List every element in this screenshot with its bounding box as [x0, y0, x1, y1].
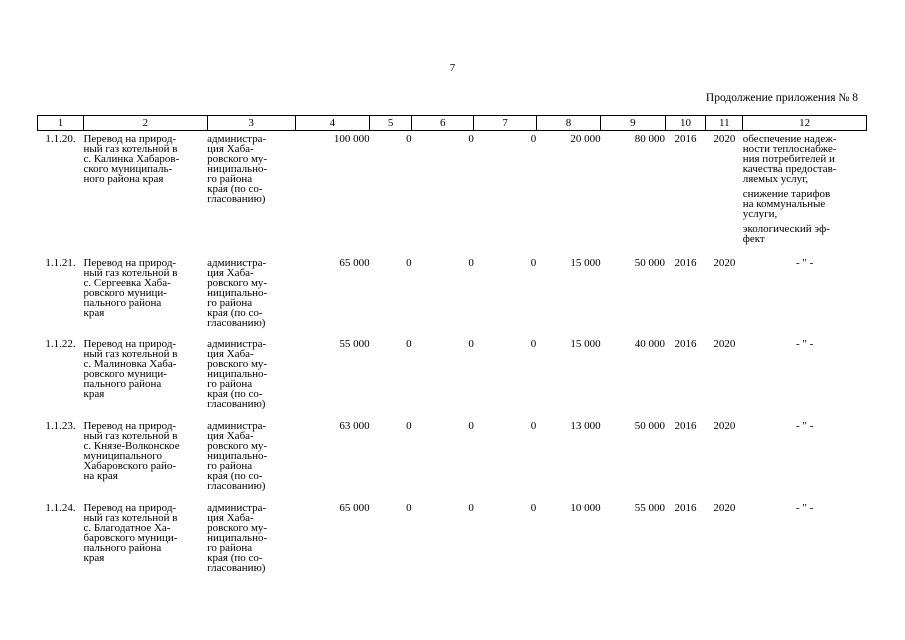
amount-col8: 20 000 — [570, 133, 601, 145]
responsible-org: администра- ция Хаба- ровского му- ниципально- го района края (по со- гласованию) — [207, 133, 268, 205]
amount-col6: 0 — [468, 419, 474, 432]
amount-col8: 15 000 — [570, 256, 601, 269]
end-year: 2020 — [713, 501, 736, 514]
column-header: 7 — [474, 116, 536, 131]
measure-name: Перевод на природ- ный газ котельной в с. Князе-Волконское муниципального Хабаровского райо- на края — [83, 419, 180, 482]
table-row — [38, 418, 867, 500]
amount-col9: 50 000 — [634, 419, 666, 432]
effect-item: экологический эф- фект — [742, 223, 830, 245]
row-number: 1.1.23. — [45, 419, 76, 432]
amount-col7: 0 — [530, 256, 537, 269]
column-header: 2 — [83, 116, 207, 131]
amount-col7: 0 — [530, 133, 537, 145]
amount-col9: 40 000 — [634, 337, 666, 350]
amount-col5: 0 — [406, 501, 412, 514]
amount-col8: 10 000 — [570, 501, 601, 514]
effect-item: обеспечение надеж- ности теплоснабже- ния потребителей и качества предостав- ляемых услуг, — [742, 133, 837, 185]
responsible-org: администра- ция Хаба- ровского му- ниципально- го района края (по со- гласованию) — [207, 419, 268, 492]
amount-col9: 80 000 — [634, 133, 666, 145]
continuation-label: Продолжение приложения № 8 — [705, 92, 858, 104]
total-amount: 100 000 — [333, 133, 370, 145]
end-year: 2020 — [713, 256, 736, 269]
start-year: 2016 — [674, 419, 697, 432]
total-amount: 65 000 — [339, 256, 370, 269]
amount-col5: 0 — [406, 256, 412, 269]
amount-col9: 50 000 — [634, 256, 666, 269]
measure-name: Перевод на природ- ный газ котельной в с. Калинка Хабаров- ского муниципаль- ного района края — [83, 133, 180, 185]
responsible-org: администра- ция Хаба- ровского му- ниципально- го района края (по со- гласованию) — [207, 337, 268, 410]
row-number: 1.1.21. — [45, 256, 76, 269]
ditto-mark: - " - — [795, 501, 814, 514]
column-header: 3 — [207, 116, 295, 131]
end-year: 2020 — [713, 419, 736, 432]
table-row — [38, 500, 867, 580]
row-number: 1.1.20. — [45, 133, 76, 145]
amount-col6: 0 — [468, 501, 474, 514]
effect-item: снижение тарифов на коммунальные услуги, — [742, 188, 831, 220]
start-year: 2016 — [674, 133, 697, 145]
total-amount: 63 000 — [339, 419, 370, 432]
amount-col8: 15 000 — [570, 337, 601, 350]
total-amount: 55 000 — [339, 337, 370, 350]
column-header: 4 — [295, 116, 370, 131]
table-row — [38, 131, 867, 255]
start-year: 2016 — [674, 501, 697, 514]
ditto-mark: - " - — [795, 419, 814, 432]
amount-col6: 0 — [468, 133, 474, 145]
column-header: 12 — [743, 116, 867, 131]
row-number: 1.1.24. — [45, 501, 76, 514]
column-header: 1 — [38, 116, 84, 131]
column-header: 10 — [665, 116, 706, 131]
ditto-mark: - " - — [795, 256, 814, 269]
column-header: 11 — [706, 116, 743, 131]
row-number: 1.1.22. — [45, 337, 76, 350]
expected-effect — [743, 131, 867, 255]
column-number-row — [38, 116, 867, 131]
amount-col6: 0 — [468, 337, 474, 350]
amount-col7: 0 — [530, 419, 537, 432]
amount-col9: 55 000 — [634, 501, 666, 514]
measure-name: Перевод на природ- ный газ котельной в с. Малиновка Хаба- ровского муници- пального района края — [83, 337, 178, 400]
responsible-org: администра- ция Хаба- ровского му- ниципально- го района края (по со- гласованию) — [207, 501, 268, 574]
amount-col5: 0 — [406, 133, 412, 145]
page-number: 7 — [449, 62, 456, 74]
amount-col7: 0 — [530, 501, 537, 514]
amount-col6: 0 — [468, 256, 474, 269]
column-header: 9 — [601, 116, 665, 131]
column-header: 6 — [412, 116, 474, 131]
program-table — [37, 115, 867, 580]
amount-col8: 13 000 — [570, 419, 601, 432]
amount-col7: 0 — [530, 337, 537, 350]
start-year: 2016 — [674, 337, 697, 350]
end-year: 2020 — [713, 133, 736, 145]
table-row — [38, 336, 867, 418]
total-amount: 65 000 — [339, 501, 370, 514]
responsible-org: администра- ция Хаба- ровского му- ниципально- го района края (по со- гласованию) — [207, 256, 268, 329]
end-year: 2020 — [713, 337, 736, 350]
start-year: 2016 — [674, 256, 697, 269]
ditto-mark: - " - — [795, 337, 814, 350]
amount-col5: 0 — [406, 337, 412, 350]
measure-name: Перевод на природ- ный газ котельной в с. Благодатное Ха- баровского муници- пального района края — [83, 501, 178, 564]
column-header: 8 — [536, 116, 600, 131]
amount-col5: 0 — [406, 419, 412, 432]
table-row — [38, 255, 867, 336]
column-header: 5 — [370, 116, 412, 131]
measure-name: Перевод на природ- ный газ котельной в с. Сергеевка Хаба- ровского муници- пального района края — [83, 256, 178, 319]
